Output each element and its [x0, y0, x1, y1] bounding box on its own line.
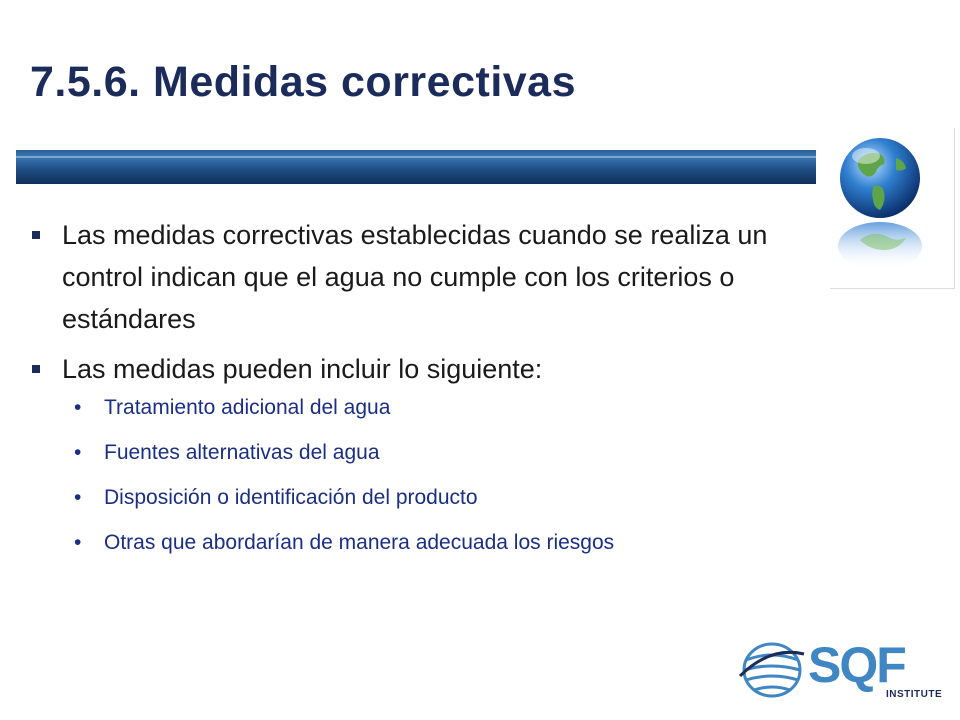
logo-subtext: INSTITUTE [886, 689, 943, 700]
bullet-text: Las medidas pueden incluir lo siguiente: [62, 354, 543, 384]
sub-bullet-item [62, 531, 840, 555]
sub-bullet-item [62, 486, 840, 510]
dot-bullet-icon: • [74, 531, 82, 554]
dot-bullet-icon: • [74, 396, 82, 419]
slide-title: 7.5.6. Medidas correctivas [30, 58, 577, 106]
dot-bullet-icon: • [74, 486, 82, 509]
globe-icon [830, 128, 954, 288]
bullet-item-corrective-measures [30, 214, 840, 340]
globe-panel [830, 128, 955, 289]
bullet-text: Las medidas correctivas establecidas cuando se realiza un control indican que el agua no cumple con los criterios o estándares [62, 220, 768, 334]
sqf-institute-logo [736, 636, 946, 704]
sub-bullet-item [62, 396, 840, 420]
sub-bullet-text: Disposición o identificación del producto [104, 486, 478, 509]
sub-bullet-item [62, 441, 840, 465]
logo-wordmark: SQF [808, 637, 905, 693]
sub-bullet-text: Tratamiento adicional del agua [104, 396, 391, 419]
bullet-list [30, 214, 840, 576]
title-underline-bar [16, 150, 816, 184]
dot-bullet-icon: • [74, 441, 82, 464]
sub-bullet-text: Otras que abordarían de manera adecuada los riesgos [104, 531, 615, 554]
bullet-item-measures-include [30, 348, 840, 555]
sub-bullet-text: Fuentes alternativas del agua [104, 441, 380, 464]
sub-bullet-list [62, 396, 840, 555]
square-bullet-icon [32, 231, 40, 239]
sqf-globe-mark-icon [736, 636, 808, 704]
square-bullet-icon [32, 365, 40, 373]
